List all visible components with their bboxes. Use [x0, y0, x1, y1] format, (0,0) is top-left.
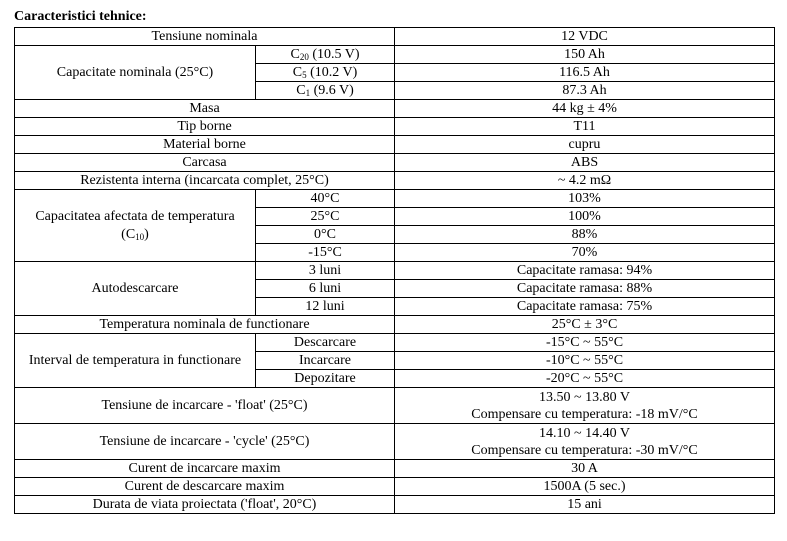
spec-sublabel: $C_1$ (9.6 V) — [256, 82, 395, 100]
spec-sublabel: $C_{20}$ (10.5 V) — [256, 46, 395, 64]
spec-sublabel: 25°C — [256, 208, 395, 226]
spec-label: Interval de temperatura in functionare — [15, 334, 256, 388]
spec-value: 1500A (5 sec.) — [395, 478, 775, 496]
spec-value: T11 — [395, 118, 775, 136]
spec-value: 116.5 Ah — [395, 64, 775, 82]
spec-label: Carcasa — [15, 154, 395, 172]
table-row — [15, 460, 775, 478]
spec-value: Capacitate ramasa: 94% — [395, 262, 775, 280]
spec-label: Rezistenta interna (incarcata complet, 25°C) — [15, 172, 395, 190]
spec-value: 70% — [395, 244, 775, 262]
table-row — [15, 316, 775, 334]
spec-value: Capacitate ramasa: 88% — [395, 280, 775, 298]
spec-sublabel: Incarcare — [256, 352, 395, 370]
table-row — [15, 154, 775, 172]
section-heading: Caracteristici tehnice: — [14, 9, 147, 24]
table-row — [15, 190, 775, 208]
spec-label: Capacitate nominala (25°C) — [15, 46, 256, 100]
table-row — [15, 424, 775, 460]
table-row — [15, 172, 775, 190]
spec-value: ~ 4.2 mΩ — [395, 172, 775, 190]
spec-value: 14.10 ~ 14.40 V Compensare cu temperatura: -30 mV/°C — [395, 424, 775, 460]
spec-label: Curent de incarcare maxim — [15, 460, 395, 478]
spec-label: Autodescarcare — [15, 262, 256, 316]
table-row — [15, 496, 775, 514]
spec-value: 87.3 Ah — [395, 82, 775, 100]
spec-label: Masa — [15, 100, 395, 118]
spec-value: 12 VDC — [395, 28, 775, 46]
specs-table — [14, 27, 775, 514]
spec-label: Curent de descarcare maxim — [15, 478, 395, 496]
spec-sublabel: $C_5$ (10.2 V) — [256, 64, 395, 82]
spec-value: 100% — [395, 208, 775, 226]
spec-sublabel: 3 luni — [256, 262, 395, 280]
spec-sublabel: -15°C — [256, 244, 395, 262]
table-row — [15, 46, 775, 64]
spec-value: 30 A — [395, 460, 775, 478]
table-row — [15, 118, 775, 136]
spec-value: 25°C ± 3°C — [395, 316, 775, 334]
spec-value: 103% — [395, 190, 775, 208]
spec-label: Temperatura nominala de functionare — [15, 316, 395, 334]
table-row — [15, 136, 775, 154]
spec-value: Capacitate ramasa: 75% — [395, 298, 775, 316]
spec-label: Material borne — [15, 136, 395, 154]
spec-label: Tensiune de incarcare - 'cycle' (25°C) — [15, 424, 395, 460]
table-row — [15, 334, 775, 352]
spec-value: -20°C ~ 55°C — [395, 370, 775, 388]
spec-value: cupru — [395, 136, 775, 154]
spec-label: Durata de viata proiectata ('float', 20°C) — [15, 496, 395, 514]
spec-sublabel: 40°C — [256, 190, 395, 208]
spec-value: -10°C ~ 55°C — [395, 352, 775, 370]
spec-sublabel: 12 luni — [256, 298, 395, 316]
spec-sublabel: 0°C — [256, 226, 395, 244]
spec-label: Tensiune nominala — [15, 28, 395, 46]
table-row — [15, 388, 775, 424]
spec-value: 150 Ah — [395, 46, 775, 64]
spec-value: 44 kg ± 4% — [395, 100, 775, 118]
table-row — [15, 28, 775, 46]
spec-label: Tensiune de incarcare - 'float' (25°C) — [15, 388, 395, 424]
spec-value: -15°C ~ 55°C — [395, 334, 775, 352]
table-row — [15, 262, 775, 280]
spec-label: Capacitatea afectata de temperatura $(C_{10})$ — [15, 190, 256, 262]
spec-sublabel: Depozitare — [256, 370, 395, 388]
spec-sublabel: 6 luni — [256, 280, 395, 298]
spec-value: 15 ani — [395, 496, 775, 514]
table-row — [15, 478, 775, 496]
spec-value: ABS — [395, 154, 775, 172]
spec-value: 13.50 ~ 13.80 V Compensare cu temperatura: -18 mV/°C — [395, 388, 775, 424]
spec-sublabel: Descarcare — [256, 334, 395, 352]
table-row — [15, 100, 775, 118]
spec-value: 88% — [395, 226, 775, 244]
spec-label: Tip borne — [15, 118, 395, 136]
